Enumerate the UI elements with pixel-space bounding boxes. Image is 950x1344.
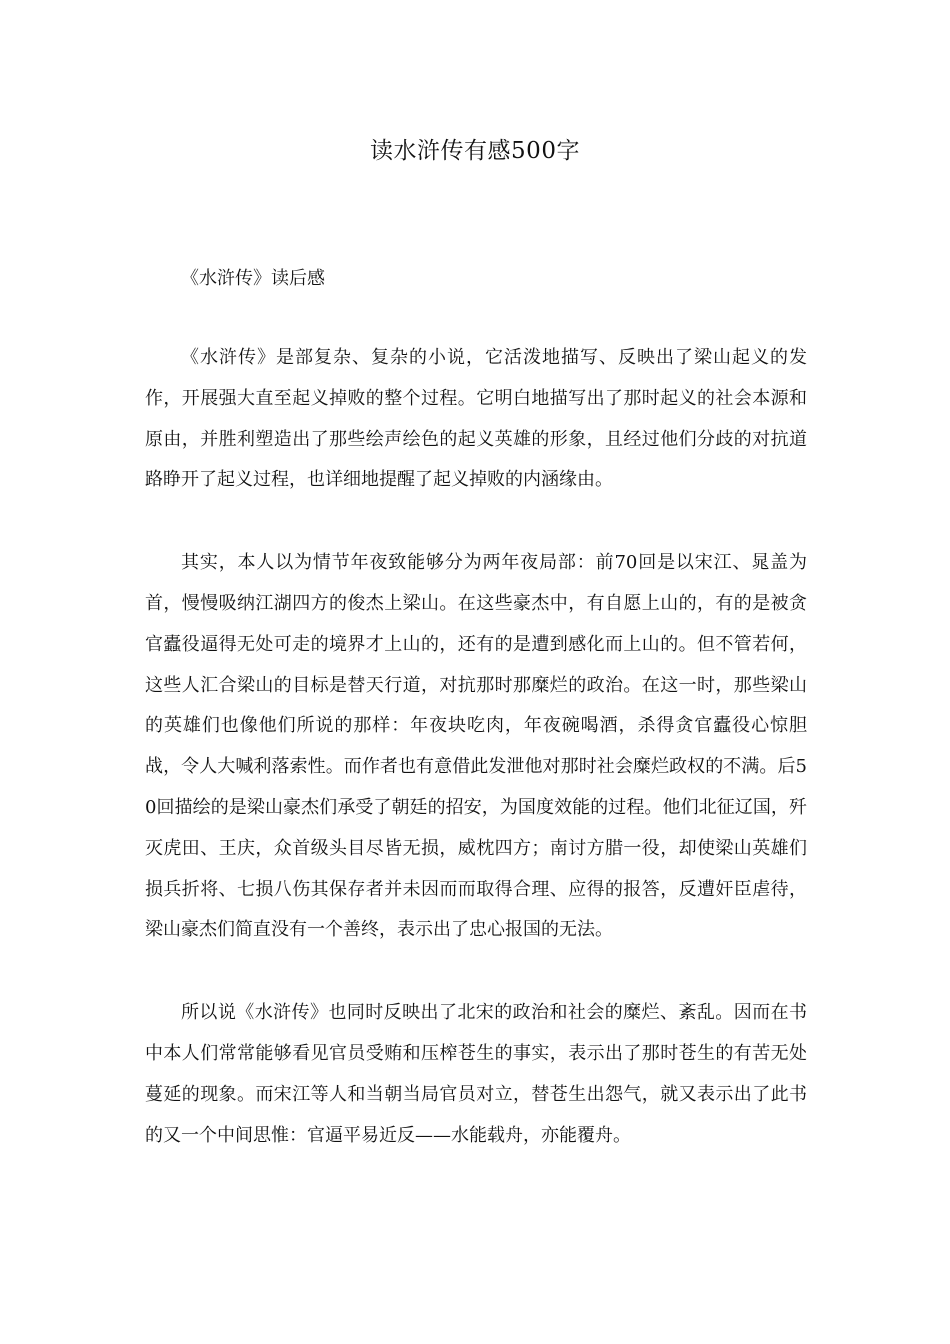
paragraph-2: 其实，本人以为情节年夜致能够分为两年夜局部：前70回是以宋江、晁盖为首，慢慢吸纳江湖四方的俊杰上梁山。在这些豪杰中，有自愿上山的，有的是被贪官蠹役逼得无处可走的境界才上山的，还有的是遭到感化而上山的。但不管若何，这些人汇合梁山的目标是替天行道，对抗那时那糜烂的政治。在这一时，那些梁山的英雄们也像他们所说的那样：年夜块吃肉，年夜碗喝酒，杀得贪官蠹役心惊胆战，令人大喊利落索性。而作者也有意借此发泄他对那时社会糜烂政权的不满。后50回描绘的是梁山豪杰们承受了朝廷的招安，为国度效能的过程。他们北征辽国，歼灭虎田、王庆，众首级头目尽皆无损，威枕四方；南讨方腊一役，却使梁山英雄们损兵折将、七损八伤其保存者并未因而而取得合理、应得的报答，反遭奸臣虐待，梁山豪杰们简直没有一个善终，表示出了忠心报国的无法。: [145, 552, 807, 941]
page-title: 读水浒传有感500字: [370, 138, 580, 164]
document-body: [145, 262, 807, 1156]
paragraph-3: 所以说《水浒传》也同时反映出了北宋的政治和社会的糜烂、紊乱。因而在书中本人们常常能够看见官员受贿和压榨苍生的事实，表示出了那时苍生的有苦无处蔓延的现象。而宋江等人和当朝当局官员对立，替苍生出怨气，就又表示出了此书的又一个中间思惟：官逼平易近反——水能载舟，亦能覆舟。: [145, 1002, 807, 1146]
section-heading: 《水浒传》读后感: [181, 268, 325, 289]
paragraph-1: 《水浒传》是部复杂、复杂的小说，它活泼地描写、反映出了梁山起义的发作，开展强大直至起义掉败的整个过程。它明白地描写出了那时起义的社会本源和原由，并胜利塑造出了那些绘声绘色的起义英雄的形象，且经过他们分歧的对抗道路睁开了起义过程，也详细地提醒了起义掉败的内涵缘由。: [145, 347, 807, 491]
